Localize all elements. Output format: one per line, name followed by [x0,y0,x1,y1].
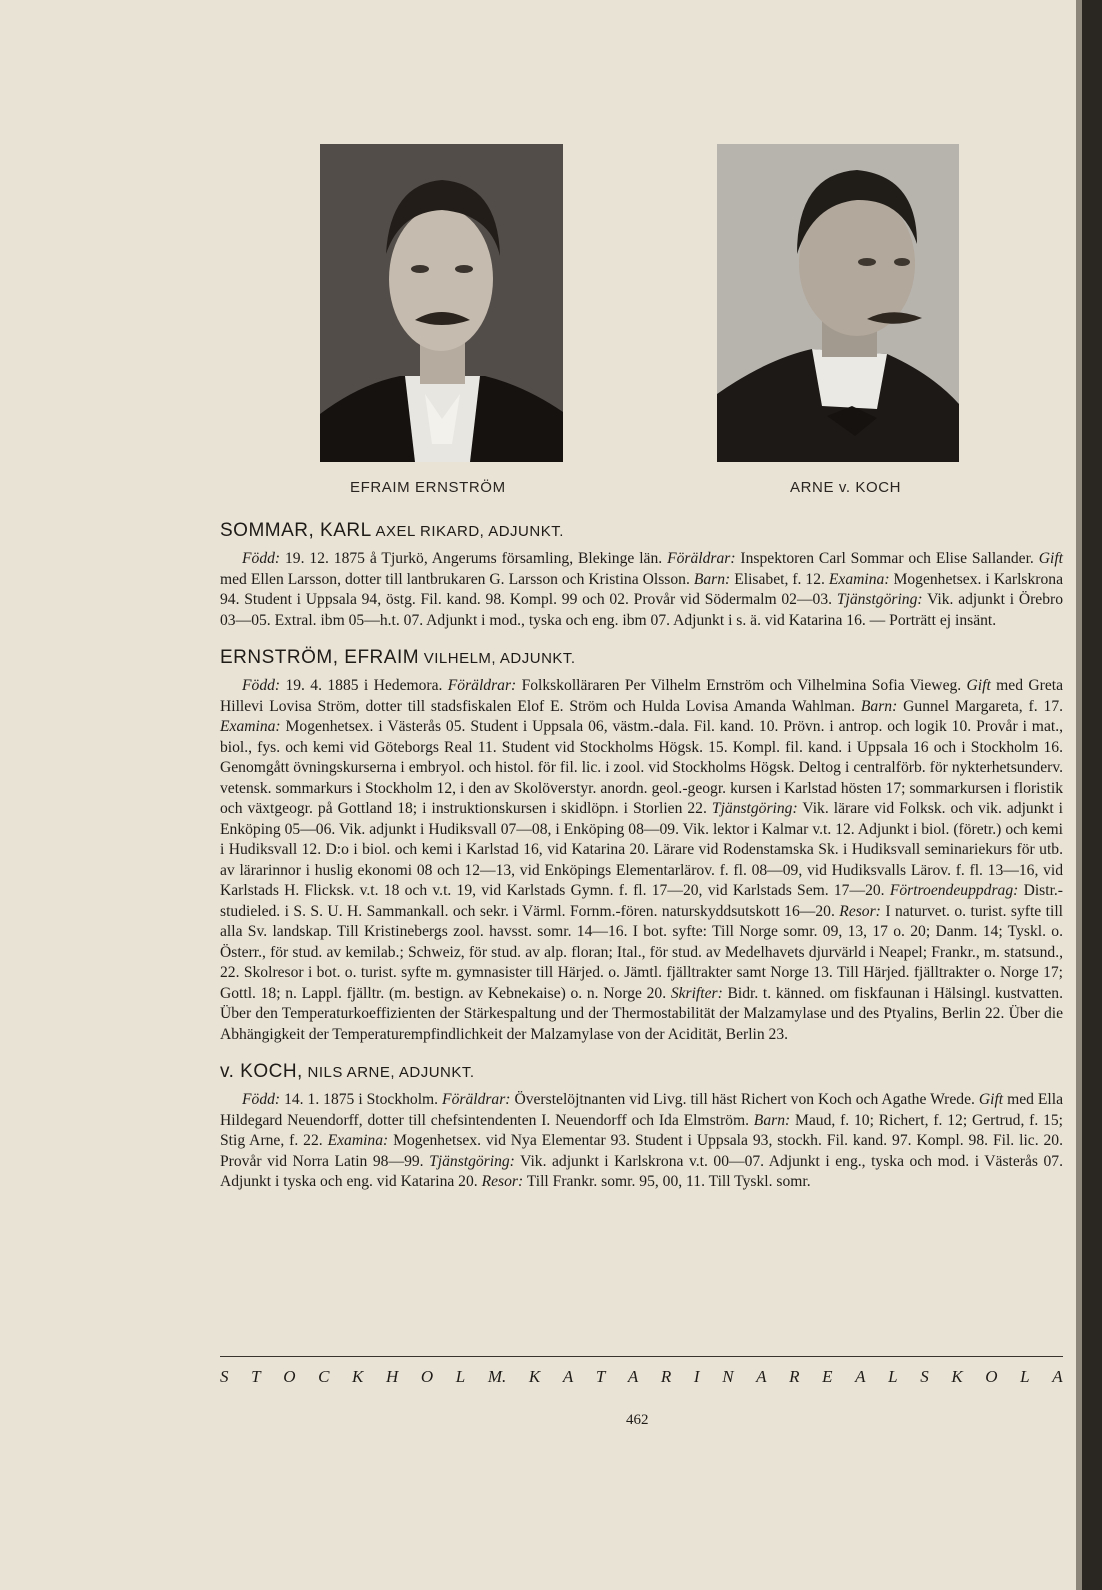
footer-letter: T [595,1367,606,1386]
footer-letter: E [822,1367,833,1386]
footer-letter: S [920,1367,929,1386]
footer-letter: R [789,1367,800,1386]
field-label: Förtroendeuppdrag: [889,882,1019,899]
field-text: Maud, f. 10; Richert, f. 12; Gertrud, f. 15; Stig Arne, f. 22. [220,1111,1063,1149]
page-number: 462 [626,1412,649,1428]
field-text: Mogenhetsex. i Västerås 05. Student i Uppsala 06, västm.-dala. Fil. kand. 10. Prövn. i antrop. och logik 10. Provår i mat., biol., fys. och kemi vid Göteborgs Real 11. Student vid Stockholms Högsk. 15. Kompl. fil. kand. i Uppsala 16 och i Stockholm 16. Genomgått övningskurserna i embryol. och histol. för fil. lic. i zool. vid Stockholms Högsk. Deltog i centralförb. för nykterhetsunderv. vetensk. sommarkurs i Stockholm 12, i den av Skolöverstyr. anordn. geol.-geogr. kursen i Karlstad hösten 17; sommarkursen i floristik och växtgeogr. på Gottland 18; i instruktionskursen i skidlöpn. i Storlien 22. [220,718,1063,817]
biography-entry [220,647,1063,1045]
portrait-caption-1: EFRAIM ERNSTRÖM [350,479,506,496]
portrait-photo-1 [320,144,563,462]
portrait-arne-v-koch [717,144,959,462]
footer-letter: A [1052,1367,1063,1386]
field-text: Mogenhetsex. i Karlskrona 94. Student i Uppsala 94, östg. Fil. kand. 98. Kompl. 99 och 02. Provår vid Södermalm 02—03. [220,570,1063,608]
field-label: Gift [978,1091,1004,1108]
entry-surname: SOMMAR, KARL [220,520,372,541]
field-label: Examina: [828,570,890,588]
footer-letter: L [455,1367,466,1386]
field-label: Föräldrar: [442,1091,511,1108]
entry-heading [220,520,1063,543]
field-label: Examina: [220,718,281,735]
footer-letter: A [627,1367,639,1386]
entry-given-names-title: VILHELM, ADJUNKT. [419,650,576,667]
biography-text [220,520,1063,1209]
field-label: Född: [242,550,281,567]
footer-letter: I [693,1367,700,1386]
footer-letter: K [528,1367,541,1386]
entry-body [220,676,1063,1045]
field-text: 14. 1. 1875 i Stockholm. [280,1091,443,1108]
entry-heading [220,1061,1063,1084]
field-text: Bidr. t. känned. om fiskfaunan i Hälsingl. kustvatten. Über den Temperaturkoeffizienten der Stärkespaltung und der Thermostabilität der Malzamylase und des Ptyalins, Berlin 22. Über die Abhängigkeit der Temperaturempfindlichkeit der Malzamylase von der Acidität, Berlin 23. [220,984,1063,1043]
field-text: Vik. lärare vid Folksk. och vik. adjunkt i Enköping 05—06. Vik. adjunkt i Hudiksvall 07—08, i Enköping 08—09. Vik. lektor i Kalmar v.t. 12. Adjunkt i biol. (företr.) och kemi i Hudiksvall 12. D:o i biol. och kemi i Karlstad 16, vid Katarina 20. Lärare vid Rodenstamska Sk. i Hudiksvall seminariekurs för utb. av lärarinnor i huslig ekonomi 08 och 12—13, vid Enköpings Elementarlärov. f. fl. 08—09, vid Hudiksvalls Lärov. f. fl. 13—16, vid Karlstads H. Flicksk. v.t. 18 och v.t. 19, vid Karlstads Gymn. f. fl. 17—20, vid Karlstads Sem. 17—20. [220,800,1063,899]
footer-letter: A [562,1367,574,1386]
field-label: Barn: [693,570,731,588]
footer-letter: O [985,1367,998,1386]
field-text: med Greta Hillevi Lovisa Ström, dotter till stadsfiskalen Elof E. Ström och Hulda Lovisa Amanda Wahlman. [220,677,1063,715]
field-text: I naturvet. o. turist. syfte till alla Sv. landskap. Till Kristinebergs zool. havsst. somr. 14—16. I bot. syfte: Till Norge somr. 09, 13, 17 o. 20; Danm. 14; Tyskl. o. Österr., för stud. av kemilab.; Schweiz, för stud. av alp. floran; Ital., för stud. av Medelhavets djurvärld i Neapel; Frankr., m. statsund., 22. Skolresor i bot. o. turist. syfte m. gymnasister till Härjed. o. Jämtl. fjälltrakter samt Norge 13. Till Härjed. fjälltrakter o. Norge 17; Gottl. 18; n. Lappl. fjälltr. (m. bestign. av Kebnekaise) o. n. Norge 20. [220,902,1063,1002]
biography-entry [220,520,1063,631]
footer-letter: R [660,1367,672,1386]
field-text: med Ellen Larsson, dotter till lantbrukaren G. Larsson och Kristina Olsson. [220,570,694,588]
portrait-photo-2 [717,144,959,462]
field-label: Tjänstgöring: [711,800,798,817]
footer-letter: A [756,1367,767,1386]
field-text: 19. 4. 1885 i Hedemora. [280,677,448,694]
field-text: Vik. adjunkt i Örebro 03—05. Extral. ibm 05—h.t. 07. Adjunkt i mod., tyska och eng. ibm 07. Adjunkt i s. ä. vid Katarina 16. — Porträtt ej insänt. [220,591,1063,629]
footer-letter: O [420,1367,434,1386]
footer-letter: K [951,1367,963,1386]
footer-letter: L [1020,1367,1030,1386]
field-text: Elisabet, f. 12. [730,570,829,588]
field-label: Tjänstgöring: [429,1152,515,1170]
field-label: Född: [242,677,281,694]
footer-rule [220,1356,1063,1357]
field-text: Distr.-studieled. i S. S. U. H. Sammankall. och sekr. i Värml. Fornm.-fören. naturskyddsutskott 16—20. [220,882,1063,920]
field-text: Gunnel Margareta, f. 17. [897,697,1064,715]
entry-given-names-title: AXEL RIKARD, ADJUNKT. [371,523,564,540]
running-footer [220,1367,1063,1387]
footer-letter: A [855,1367,866,1386]
field-label: Gift [1038,550,1063,567]
field-label: Tjänstgöring: [836,591,923,608]
entry-heading [220,647,1063,670]
field-label: Föräldrar: [447,677,517,694]
footer-letter: S [220,1367,229,1386]
entry-surname: ERNSTRÖM, EFRAIM [220,647,420,668]
biography-entry [220,1061,1063,1193]
field-label: Gift [966,677,991,694]
field-text: 19. 12. 1875 å Tjurkö, Angerums församling, Blekinge län. [280,550,668,567]
field-label: Skrifter: [670,984,723,1002]
footer-letter: O [283,1367,296,1386]
field-label: Examina: [327,1132,389,1149]
portrait-efraim-ernstrom [320,144,563,462]
field-label: Föräldrar: [667,550,736,567]
field-label: Född: [242,1091,281,1108]
field-text: Mogenhetsex. vid Nya Elementar 93. Student i Uppsala 93, stockh. Fil. kand. 97. Kompl. 98. Fil. lic. 20. Provår vid Norra Latin 98—99. [220,1132,1063,1170]
field-text: Folkskolläraren Per Vilhelm Ernström och Vilhelmina Sofia Vieweg. [516,677,967,694]
footer-letter: K [352,1367,364,1386]
footer-letter: L [888,1367,898,1386]
footer-letter: H [385,1367,399,1386]
field-text: Vik. adjunkt i Karlskrona v.t. 00—07. Adjunkt i eng., tyska och mod. i Västerås 07. Adjunkt i tyska och eng. vid Katarina 20. [220,1152,1063,1190]
footer-letter: C [318,1367,330,1386]
field-text: Överstelöjtnanten vid Livg. till häst Richert von Koch och Agathe Wrede. [510,1091,979,1108]
footer-letter: M. [487,1367,507,1386]
entry-given-names-title: NILS ARNE, ADJUNKT. [302,1064,475,1081]
entry-body [220,549,1063,631]
field-label: Barn: [860,697,898,715]
field-text: Till Frankr. somr. 95, 00, 11. Till Tyskl. somr. [523,1173,811,1190]
field-text: Inspektoren Carl Sommar och Elise Sallander. [735,550,1039,567]
entry-surname: v. KOCH, [220,1061,303,1082]
field-label: Resor: [481,1173,524,1190]
field-label: Resor: [839,902,881,920]
field-text: med Ella Hildegard Neuendorff, dotter till chefsintendenten I. Neuendorff och Ida Elmström. [220,1091,1063,1129]
footer-letter: N [722,1367,734,1386]
portrait-caption-2: ARNE v. KOCH [790,479,902,496]
entry-body [220,1090,1063,1193]
field-label: Barn: [753,1111,791,1129]
footer-letter: T [251,1367,261,1386]
